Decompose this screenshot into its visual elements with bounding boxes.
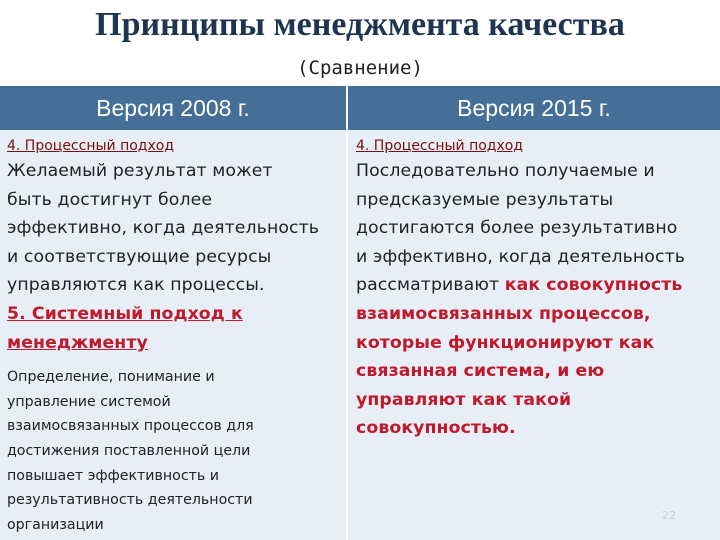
text-line: управление системой (7, 393, 171, 410)
text-line: эффективно, когда деятельность (7, 218, 320, 239)
highlight-line: связанная система, и ею (356, 361, 605, 382)
slide-subtitle: (Сравнение) (297, 57, 423, 79)
text-line-mixed (356, 271, 720, 300)
column-2015 (348, 130, 720, 540)
principle-text-2015 (356, 157, 720, 443)
comparison-table (0, 86, 720, 540)
principle-text-2008 (7, 157, 346, 357)
text-line: достигаются более результативно (356, 218, 678, 239)
highlight-segment: как совокупность (504, 275, 683, 296)
system-approach-definition (7, 365, 346, 537)
text-line: Определение, понимание и (7, 369, 215, 386)
section-label-process-approach-2015: 4. Процессный подход (356, 138, 524, 154)
text-line: организации (7, 516, 104, 533)
text-line: управляются как процессы. (7, 275, 265, 296)
text-line: результативность деятельности (7, 492, 253, 509)
header-version-2015: Версия 2015 г. (348, 86, 720, 130)
highlight-line: которые функционируют как (356, 332, 655, 353)
text-line: и соответствующие ресурсы (7, 246, 272, 267)
text-line: Последовательно получаемые и (356, 161, 655, 181)
highlight-line: совокупностью. (356, 418, 516, 439)
system-approach-heading: менеджменту (7, 332, 148, 353)
system-approach-heading: 5. Системный подход к (7, 303, 243, 324)
text-line: достижения поставленной цели (7, 442, 251, 459)
highlight-line: управляют как такой (356, 389, 572, 410)
column-2008 (0, 130, 346, 540)
header-version-2008: Версия 2008 г. (0, 86, 346, 130)
highlight-line: взаимосвязанных процессов, (356, 303, 651, 324)
section-label-process-approach-2008: 4. Процессный подход (7, 138, 175, 154)
text-line: повышает эффективность и (7, 467, 220, 484)
page-number: 22 (662, 509, 676, 522)
text-line: предсказуемые результаты (356, 189, 614, 210)
text-line: взаимосвязанных процессов для (7, 418, 254, 435)
slide-title: Принципы менеджмента качества (95, 6, 625, 43)
text-line: и эффективно, когда деятельность (356, 246, 686, 267)
text-line: быть достигнут более (7, 189, 213, 210)
text-line: Желаемый результат может (7, 161, 273, 181)
text-segment: рассматривают (356, 275, 505, 296)
